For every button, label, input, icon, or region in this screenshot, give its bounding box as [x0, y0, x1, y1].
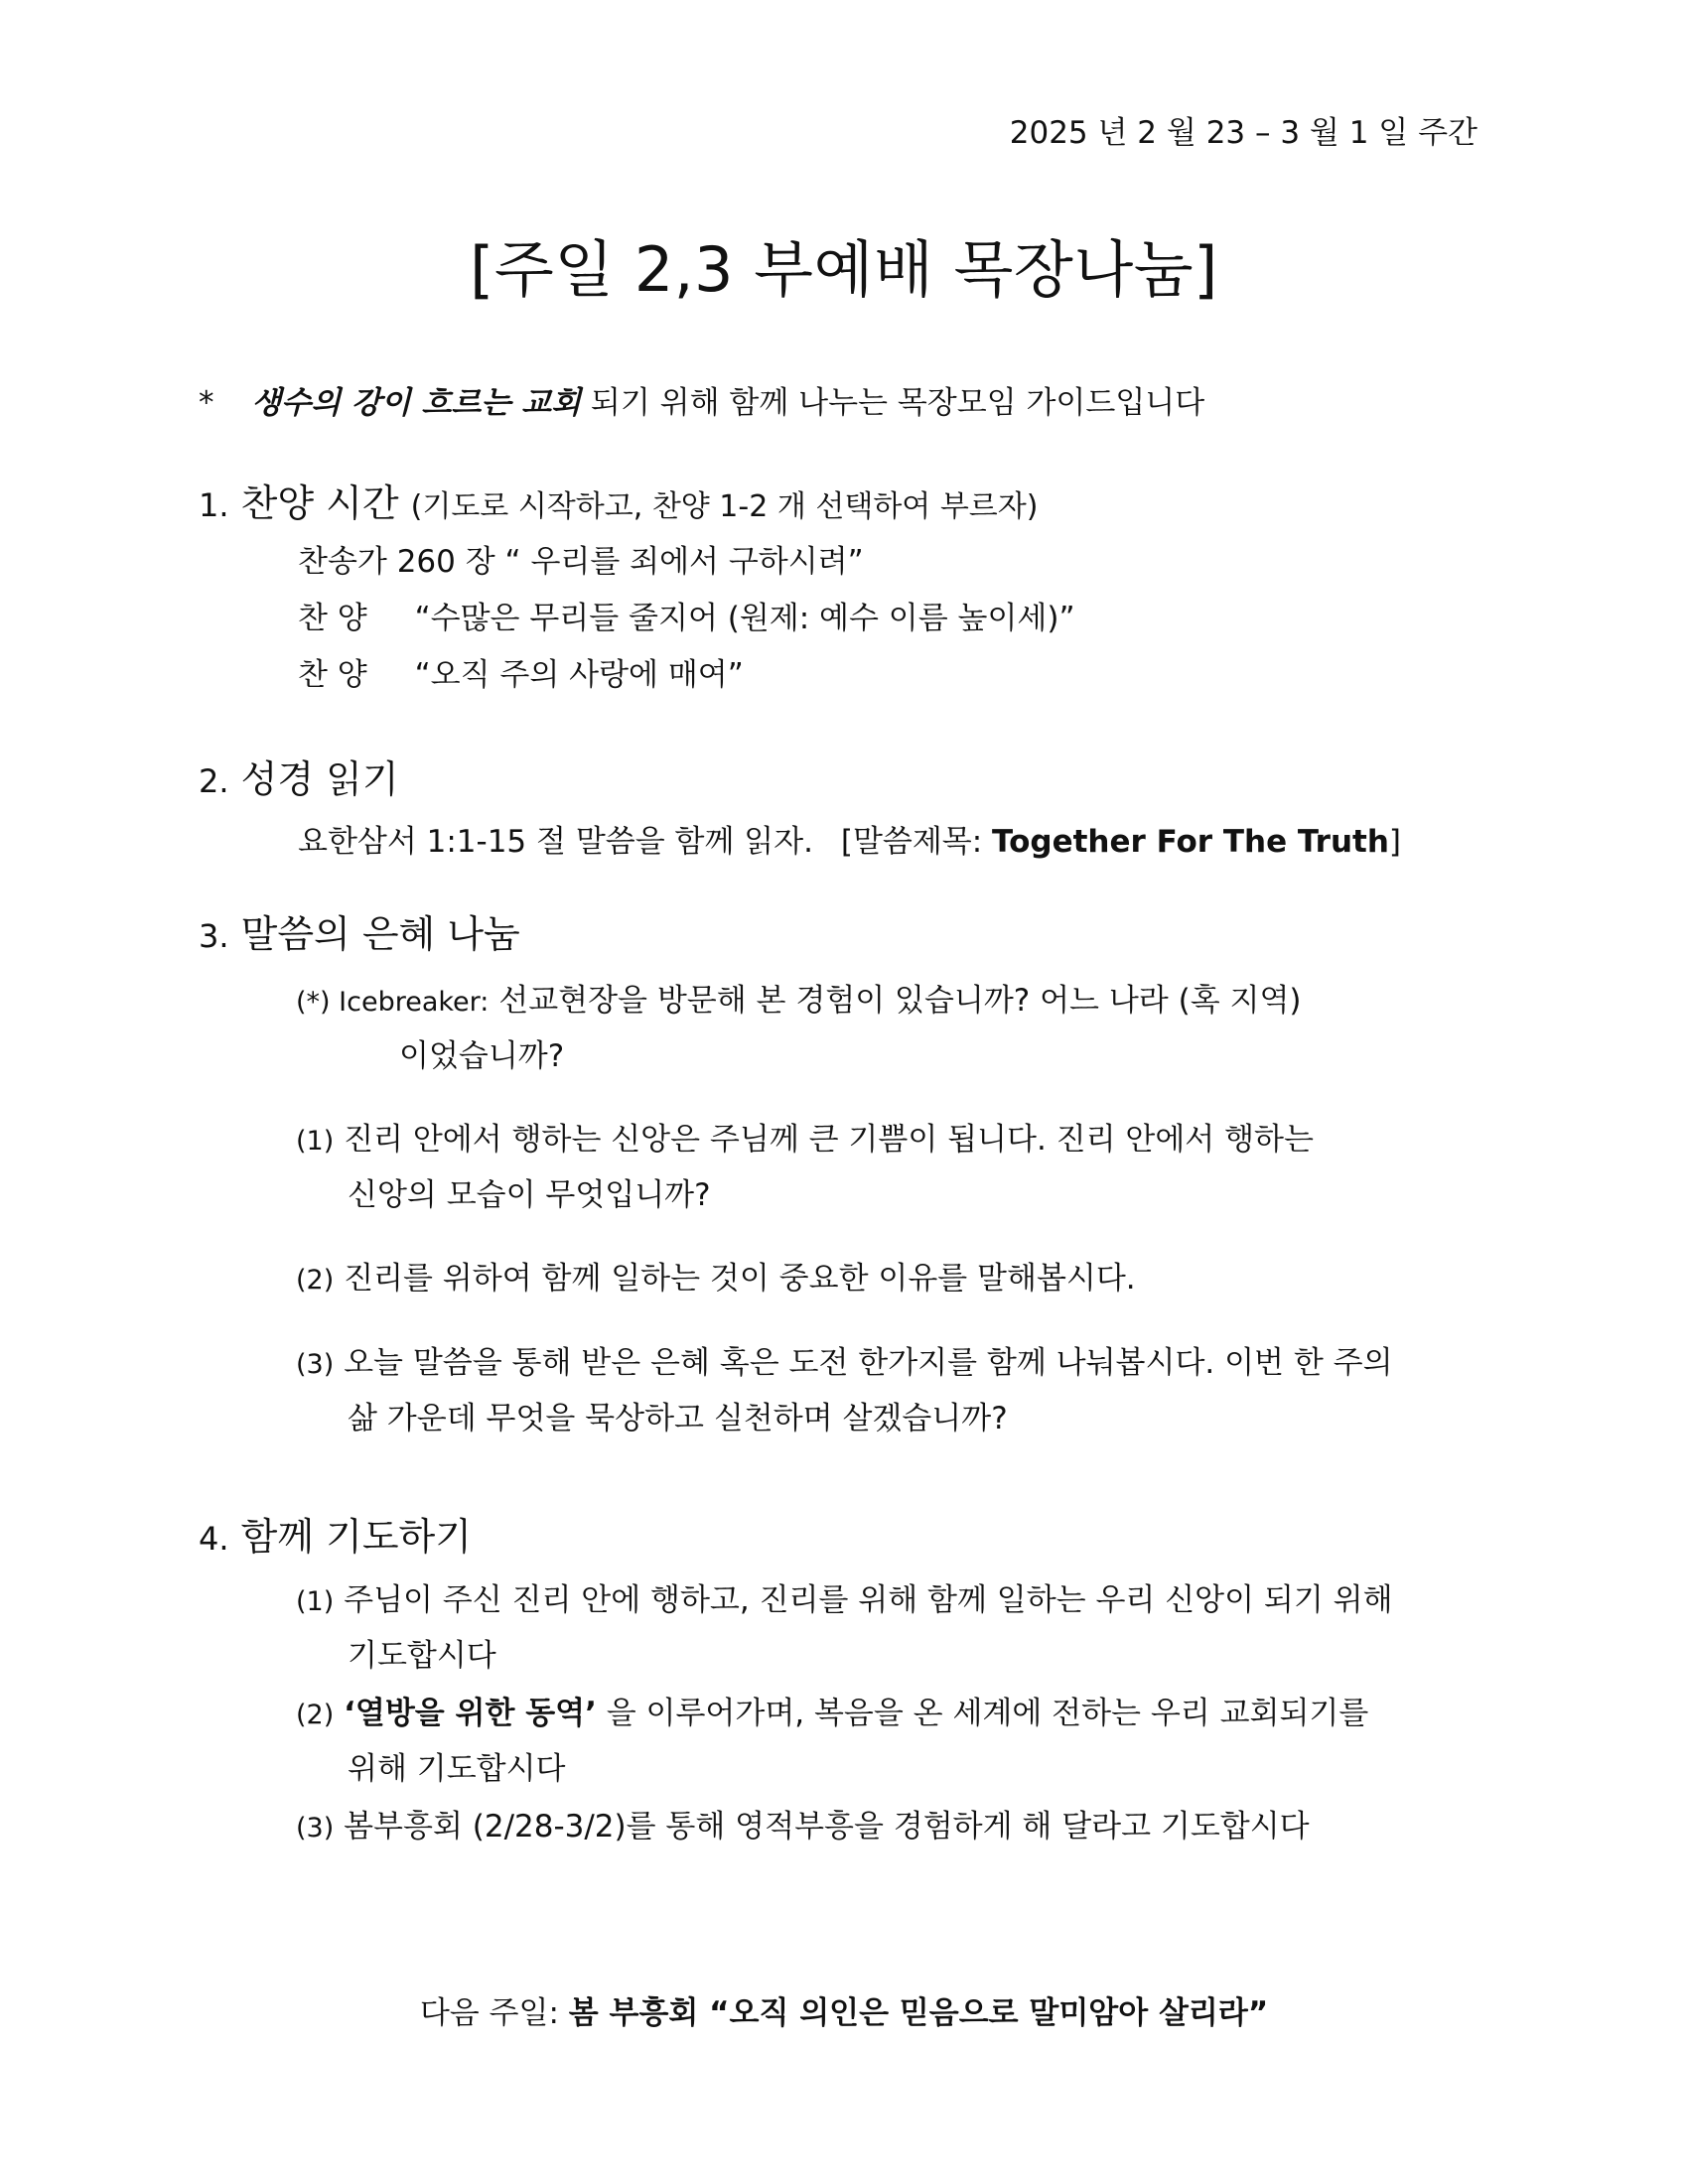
song-label: 찬 양 [298, 657, 367, 693]
question-1-continued: 신앙의 모습이 무엇입니까? [348, 1177, 711, 1213]
question-text: 진리를 위하여 함께 일하는 것이 중요한 이유를 말해봅시다. [344, 1261, 1136, 1297]
section-3-heading [199, 903, 520, 958]
prayer-emphasis: ‘열방을 위한 동역’ [344, 1696, 597, 1731]
section-1-number: 1. [199, 486, 229, 524]
section-4-title: 함께 기도하기 [240, 1515, 472, 1559]
icebreaker [296, 975, 1301, 1020]
question-number: (1) [296, 1126, 335, 1157]
question-3 [296, 1337, 1393, 1382]
section-2-title: 성경 읽기 [240, 757, 399, 801]
section-1-note: (기도로 시작하고, 찬양 1-2 개 선택하여 부르자) [410, 489, 1039, 524]
question-number: (2) [296, 1265, 335, 1296]
next-sunday-footer [0, 1987, 1688, 2032]
prayer-2 [296, 1688, 1368, 1732]
intro-star: * [199, 385, 214, 421]
song-title: “ 우리를 죄에서 구하시려” [504, 544, 864, 580]
section-4-number: 4. [199, 1520, 229, 1558]
song-item-1 [298, 536, 864, 581]
prayer-number: (1) [296, 1586, 335, 1617]
prayer-text: 을 이루어가며, 복음을 온 세계에 전하는 우리 교회되기를 [606, 1696, 1369, 1731]
song-item-2 [298, 593, 1075, 637]
section-3-title: 말씀의 은혜 나눔 [240, 912, 520, 956]
sermon-suffix: ] [1388, 824, 1402, 860]
bible-reading [298, 816, 1401, 861]
date-range: 2025 년 2 월 23 – 3 월 1 일 주간 [1009, 115, 1477, 151]
page-title: [주일 2,3 부예배 목장나눔] [470, 233, 1218, 306]
question-1 [296, 1114, 1314, 1159]
question-3-continued: 삶 가운데 무엇을 묵상하고 실천하며 살겠습니까? [348, 1401, 1008, 1436]
prayer-number: (3) [296, 1813, 335, 1843]
question-text: 오늘 말씀을 통해 받은 은혜 혹은 도전 한가지를 함께 나눠봅시다. 이번 한 주의 [344, 1345, 1393, 1381]
song-label: 찬송가 260 장 [298, 544, 495, 580]
intro-line [199, 377, 1204, 422]
icebreaker-continued: 이었습니까? [399, 1038, 565, 1074]
prayer-number: (2) [296, 1700, 335, 1730]
section-3-number: 3. [199, 917, 229, 955]
section-1-heading [199, 473, 1038, 527]
prayer-text: 주님이 주신 진리 안에 행하고, 진리를 위해 함께 일하는 우리 신앙이 되기 위해 [344, 1582, 1393, 1618]
section-1-title: 찬양 시간 [240, 481, 399, 525]
icebreaker-text: 선교현장을 방문해 본 경험이 있습니까? 어느 나라 (혹 지역) [498, 983, 1302, 1019]
song-title: “수많은 무리들 줄지어 (원제: 예수 이름 높이세)” [414, 601, 1075, 636]
prayer-text: 봄부흥회 (2/28-3/2)를 통해 영적부흥을 경험하게 해 달라고 기도합시다 [344, 1809, 1310, 1844]
question-number: (3) [296, 1349, 335, 1380]
footer-label: 다음 주일: [419, 1995, 559, 2031]
reading-text: 요한삼서 1:1-15 절 말씀을 함께 읽자. [298, 824, 813, 860]
section-4-heading [199, 1506, 472, 1561]
song-item-3 [298, 649, 744, 694]
icebreaker-label: (*) Icebreaker: [296, 987, 490, 1018]
question-2 [296, 1253, 1136, 1297]
sermon-title: Together For The Truth [992, 824, 1389, 860]
song-title: “오직 주의 사랑에 매여” [414, 657, 744, 693]
prayer-3 [296, 1801, 1310, 1845]
song-label: 찬 양 [298, 601, 367, 636]
section-2-number: 2. [199, 762, 229, 800]
question-text: 진리 안에서 행하는 신앙은 주님께 큰 기쁨이 됩니다. 진리 안에서 행하는 [344, 1122, 1314, 1158]
intro-rest: 되기 위해 함께 나누는 목장모임 가이드입니다 [590, 385, 1205, 421]
footer-event: 봄 부흥회 “오직 의인은 믿음으로 말미암아 살리라” [568, 1995, 1269, 2031]
intro-emphasis: 생수의 강이 흐르는 교회 [251, 385, 582, 421]
section-2-heading [199, 749, 399, 803]
prayer-1-continued: 기도합시다 [348, 1638, 496, 1674]
sermon-prefix: [말씀제목: [840, 824, 983, 860]
prayer-2-continued: 위해 기도합시다 [348, 1751, 566, 1787]
prayer-1 [296, 1574, 1393, 1619]
